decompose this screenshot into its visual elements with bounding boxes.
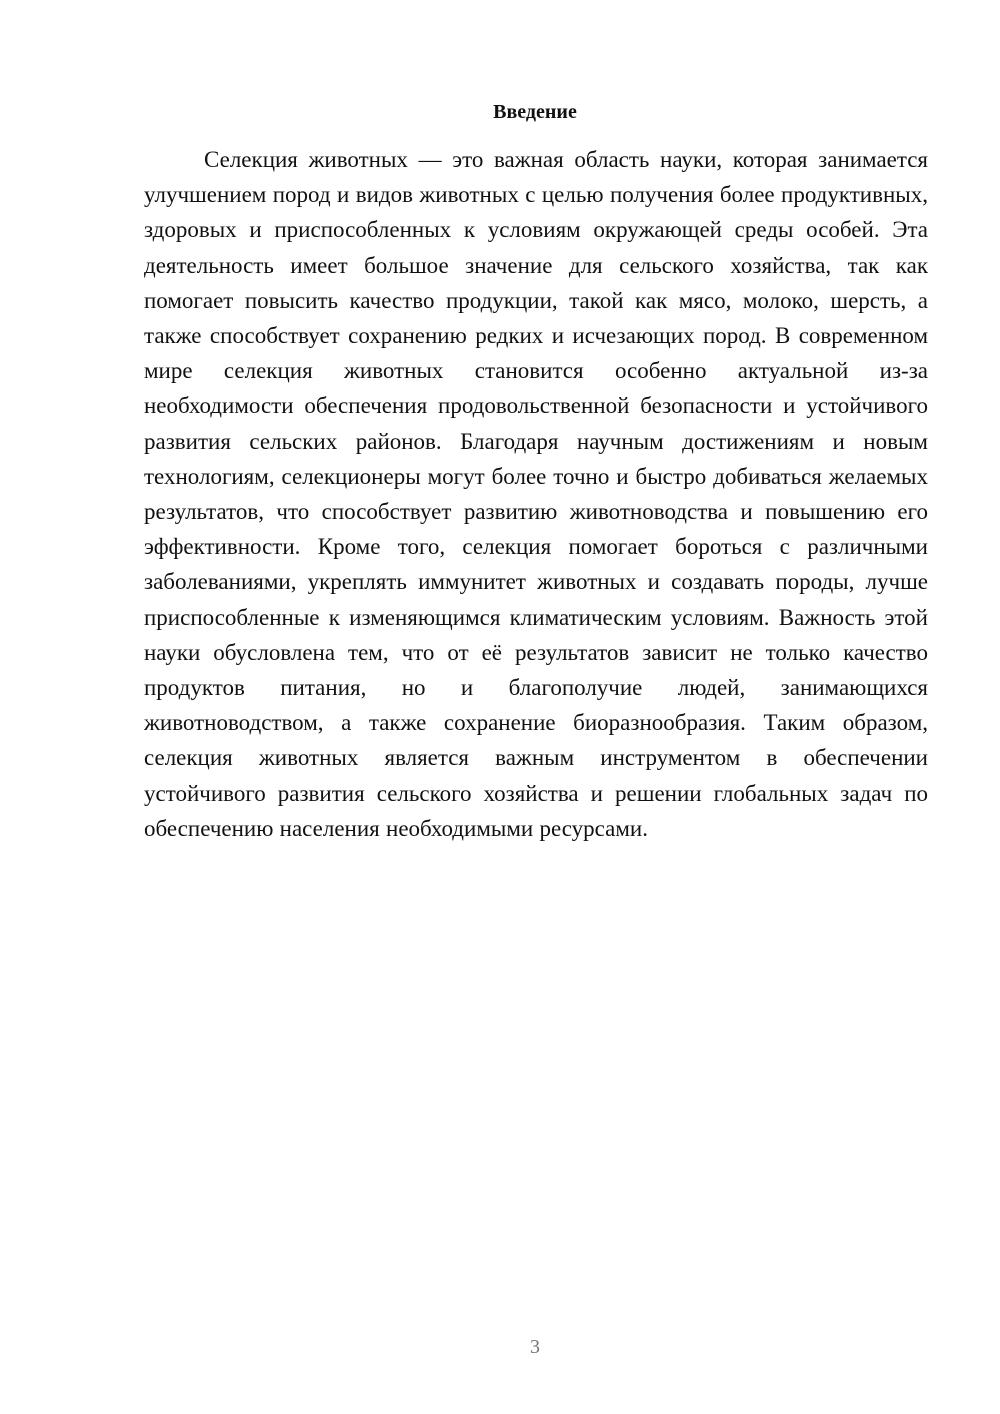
body-paragraph: Селекция животных — это важная область науки, которая занимается улучшением пород и видов животных с целью получения более продуктивных, здоровых и приспособленных к условиям окружающей среды особей. Эта деятельность имеет большое значение для сельского хозяйства, так как помогает повысить качество продукции, такой как мясо, молоко, шерсть, а также способствует сохранению редких и исчезающих пород. В современном мире селекция животных становится особенно актуальной из-за необходимости обеспечения продовольственной безопасности и устойчивого развития сельских районов. Благодаря научным достижениям и новым технологиям, селекционеры могут более точно и быстро добиваться желаемых результатов, что способствует развитию животноводства и повышению его эффективности. Кроме того, селекция помогает бороться с различными заболеваниями, укреплять иммунитет животных и создавать породы, лучше приспособленные к изменяющимся климатическим условиям. Важность этой науки обусловлена тем, что от её результатов зависит не только качество продуктов питания, но и благополучие людей, занимающихся животноводством, а также сохранение биоразнообразия. Таким образом, селекция животных является важным инструментом в обеспечении устойчивого развития сельского хозяйства и решении глобальных задач по обеспечению населения необходимыми ресурсами. (144, 147, 928, 841)
section-heading: Введение (493, 101, 577, 123)
page-number: 3 (530, 1336, 540, 1358)
